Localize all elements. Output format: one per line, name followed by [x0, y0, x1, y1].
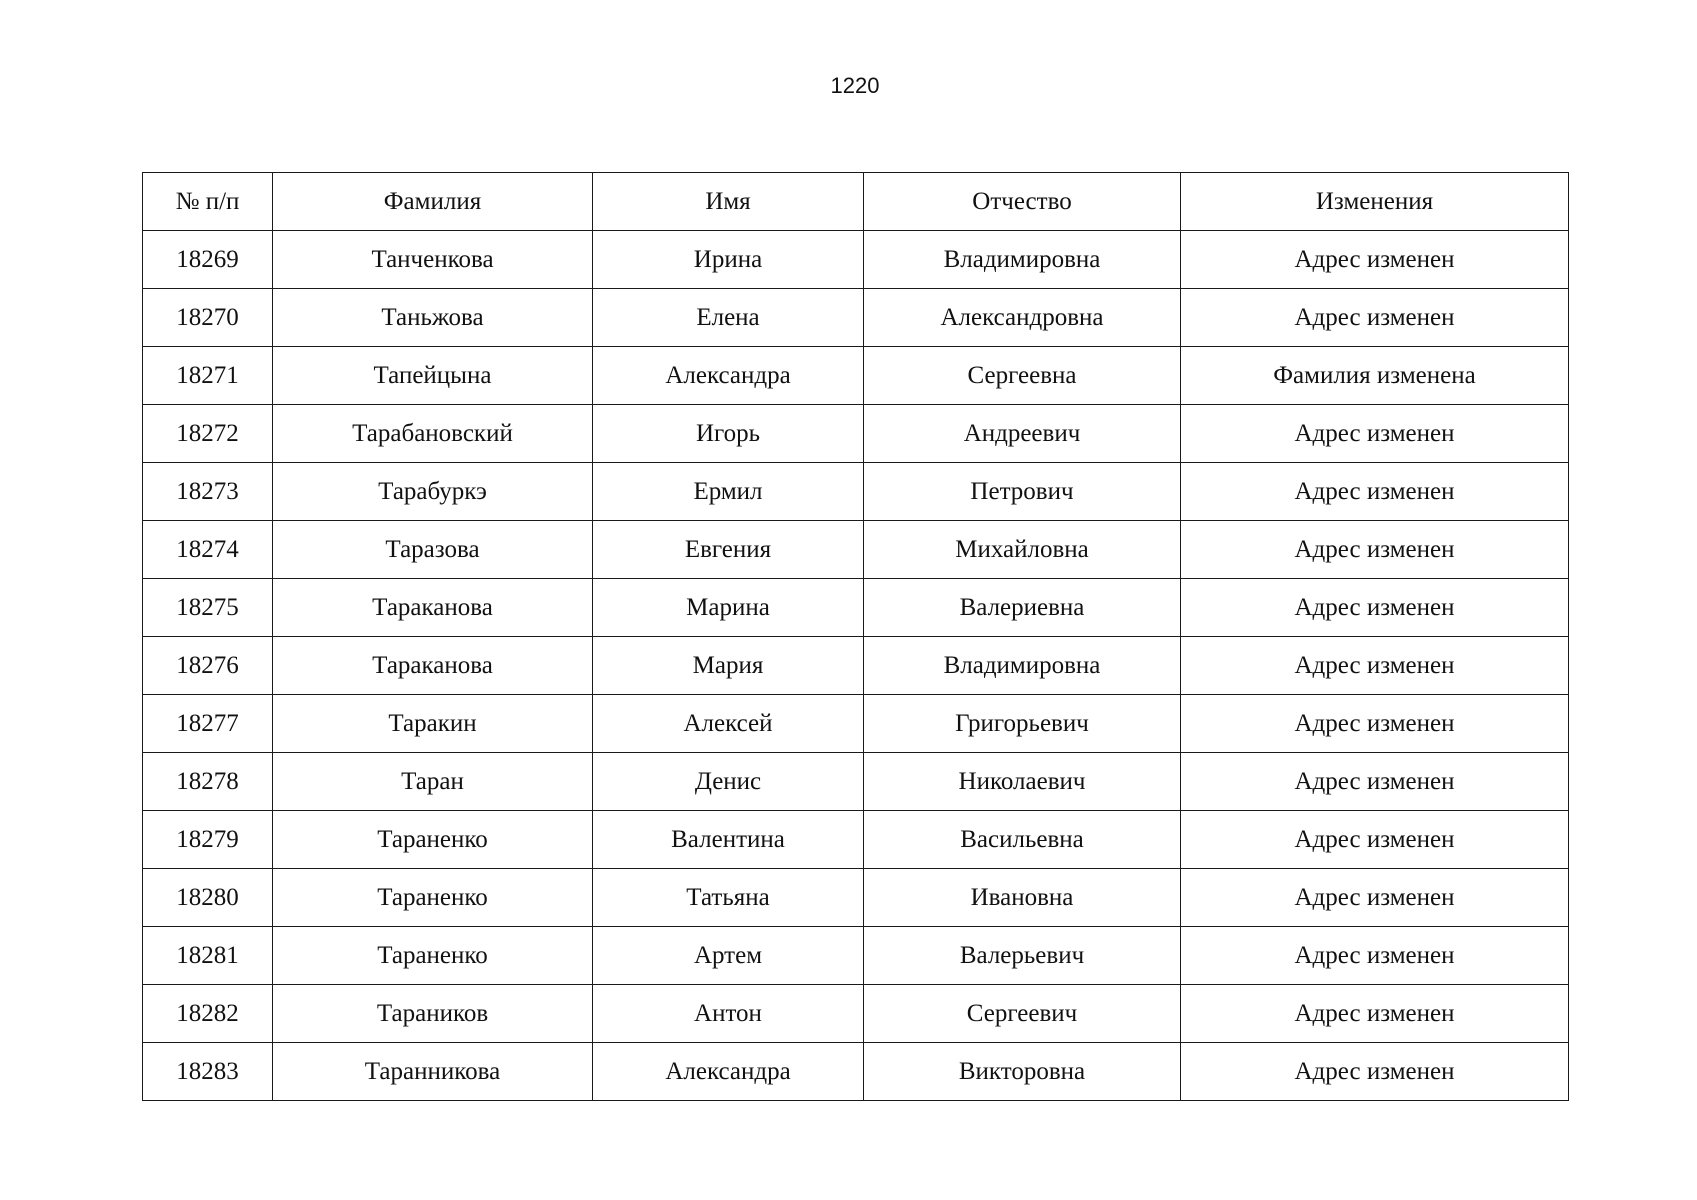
registry-table [142, 172, 1569, 1101]
cell-number: 18281 [143, 927, 273, 985]
cell-changes: Адрес изменен [1181, 579, 1569, 637]
cell-first-name: Ирина [593, 231, 864, 289]
table-row [143, 1043, 1569, 1101]
cell-last-name: Тараненко [273, 869, 593, 927]
cell-first-name: Елена [593, 289, 864, 347]
cell-changes: Адрес изменен [1181, 521, 1569, 579]
cell-first-name: Татьяна [593, 869, 864, 927]
table-row [143, 695, 1569, 753]
cell-first-name: Марина [593, 579, 864, 637]
table-header-row [143, 173, 1569, 231]
cell-patronymic: Сергеевна [864, 347, 1181, 405]
cell-number: 18274 [143, 521, 273, 579]
cell-patronymic: Валерьевич [864, 927, 1181, 985]
cell-patronymic: Андреевич [864, 405, 1181, 463]
table-row [143, 869, 1569, 927]
table-row [143, 985, 1569, 1043]
cell-last-name: Таразова [273, 521, 593, 579]
cell-changes: Адрес изменен [1181, 1043, 1569, 1101]
cell-first-name: Игорь [593, 405, 864, 463]
cell-changes: Адрес изменен [1181, 405, 1569, 463]
cell-last-name: Таньжова [273, 289, 593, 347]
cell-changes: Фамилия изменена [1181, 347, 1569, 405]
cell-first-name: Артем [593, 927, 864, 985]
cell-changes: Адрес изменен [1181, 753, 1569, 811]
table-row [143, 927, 1569, 985]
page-number: 1220 [830, 73, 880, 98]
cell-last-name: Таранникова [273, 1043, 593, 1101]
cell-first-name: Антон [593, 985, 864, 1043]
cell-first-name: Алексей [593, 695, 864, 753]
table-row [143, 753, 1569, 811]
cell-number: 18280 [143, 869, 273, 927]
cell-last-name: Тарабановский [273, 405, 593, 463]
cell-patronymic: Владимировна [864, 637, 1181, 695]
cell-last-name: Тараканова [273, 579, 593, 637]
cell-changes: Адрес изменен [1181, 289, 1569, 347]
cell-first-name: Евгения [593, 521, 864, 579]
cell-last-name: Тараников [273, 985, 593, 1043]
cell-number: 18283 [143, 1043, 273, 1101]
header-first-name: Имя [593, 173, 864, 231]
cell-number: 18275 [143, 579, 273, 637]
cell-last-name: Тарабуркэ [273, 463, 593, 521]
cell-patronymic: Владимировна [864, 231, 1181, 289]
cell-first-name: Денис [593, 753, 864, 811]
table-row [143, 405, 1569, 463]
cell-last-name: Таран [273, 753, 593, 811]
cell-number: 18279 [143, 811, 273, 869]
cell-first-name: Валентина [593, 811, 864, 869]
cell-changes: Адрес изменен [1181, 463, 1569, 521]
table-body [143, 231, 1569, 1101]
cell-changes: Адрес изменен [1181, 869, 1569, 927]
header-last-name: Фамилия [273, 173, 593, 231]
cell-number: 18271 [143, 347, 273, 405]
cell-number: 18273 [143, 463, 273, 521]
cell-patronymic: Викторовна [864, 1043, 1181, 1101]
table-row [143, 637, 1569, 695]
cell-changes: Адрес изменен [1181, 231, 1569, 289]
cell-patronymic: Петрович [864, 463, 1181, 521]
cell-first-name: Александра [593, 347, 864, 405]
cell-last-name: Таракин [273, 695, 593, 753]
cell-patronymic: Михайловна [864, 521, 1181, 579]
cell-number: 18272 [143, 405, 273, 463]
cell-last-name: Тараненко [273, 811, 593, 869]
table-row [143, 231, 1569, 289]
cell-patronymic: Николаевич [864, 753, 1181, 811]
table-row [143, 463, 1569, 521]
cell-last-name: Тараканова [273, 637, 593, 695]
table-row [143, 289, 1569, 347]
table-row [143, 521, 1569, 579]
cell-last-name: Танченкова [273, 231, 593, 289]
cell-changes: Адрес изменен [1181, 927, 1569, 985]
cell-patronymic: Александровна [864, 289, 1181, 347]
cell-number: 18277 [143, 695, 273, 753]
cell-number: 18276 [143, 637, 273, 695]
cell-number: 18269 [143, 231, 273, 289]
header-changes: Изменения [1181, 173, 1569, 231]
header-number: № п/п [143, 173, 273, 231]
cell-changes: Адрес изменен [1181, 985, 1569, 1043]
cell-patronymic: Григорьевич [864, 695, 1181, 753]
cell-patronymic: Сергеевич [864, 985, 1181, 1043]
cell-last-name: Тараненко [273, 927, 593, 985]
cell-first-name: Александра [593, 1043, 864, 1101]
cell-last-name: Тапейцына [273, 347, 593, 405]
cell-changes: Адрес изменен [1181, 811, 1569, 869]
cell-patronymic: Васильевна [864, 811, 1181, 869]
cell-first-name: Ермил [593, 463, 864, 521]
cell-first-name: Мария [593, 637, 864, 695]
cell-patronymic: Валериевна [864, 579, 1181, 637]
table-row [143, 347, 1569, 405]
table-row [143, 579, 1569, 637]
cell-patronymic: Ивановна [864, 869, 1181, 927]
table-row [143, 811, 1569, 869]
cell-changes: Адрес изменен [1181, 695, 1569, 753]
cell-changes: Адрес изменен [1181, 637, 1569, 695]
cell-number: 18270 [143, 289, 273, 347]
cell-number: 18282 [143, 985, 273, 1043]
cell-number: 18278 [143, 753, 273, 811]
header-patronymic: Отчество [864, 173, 1181, 231]
